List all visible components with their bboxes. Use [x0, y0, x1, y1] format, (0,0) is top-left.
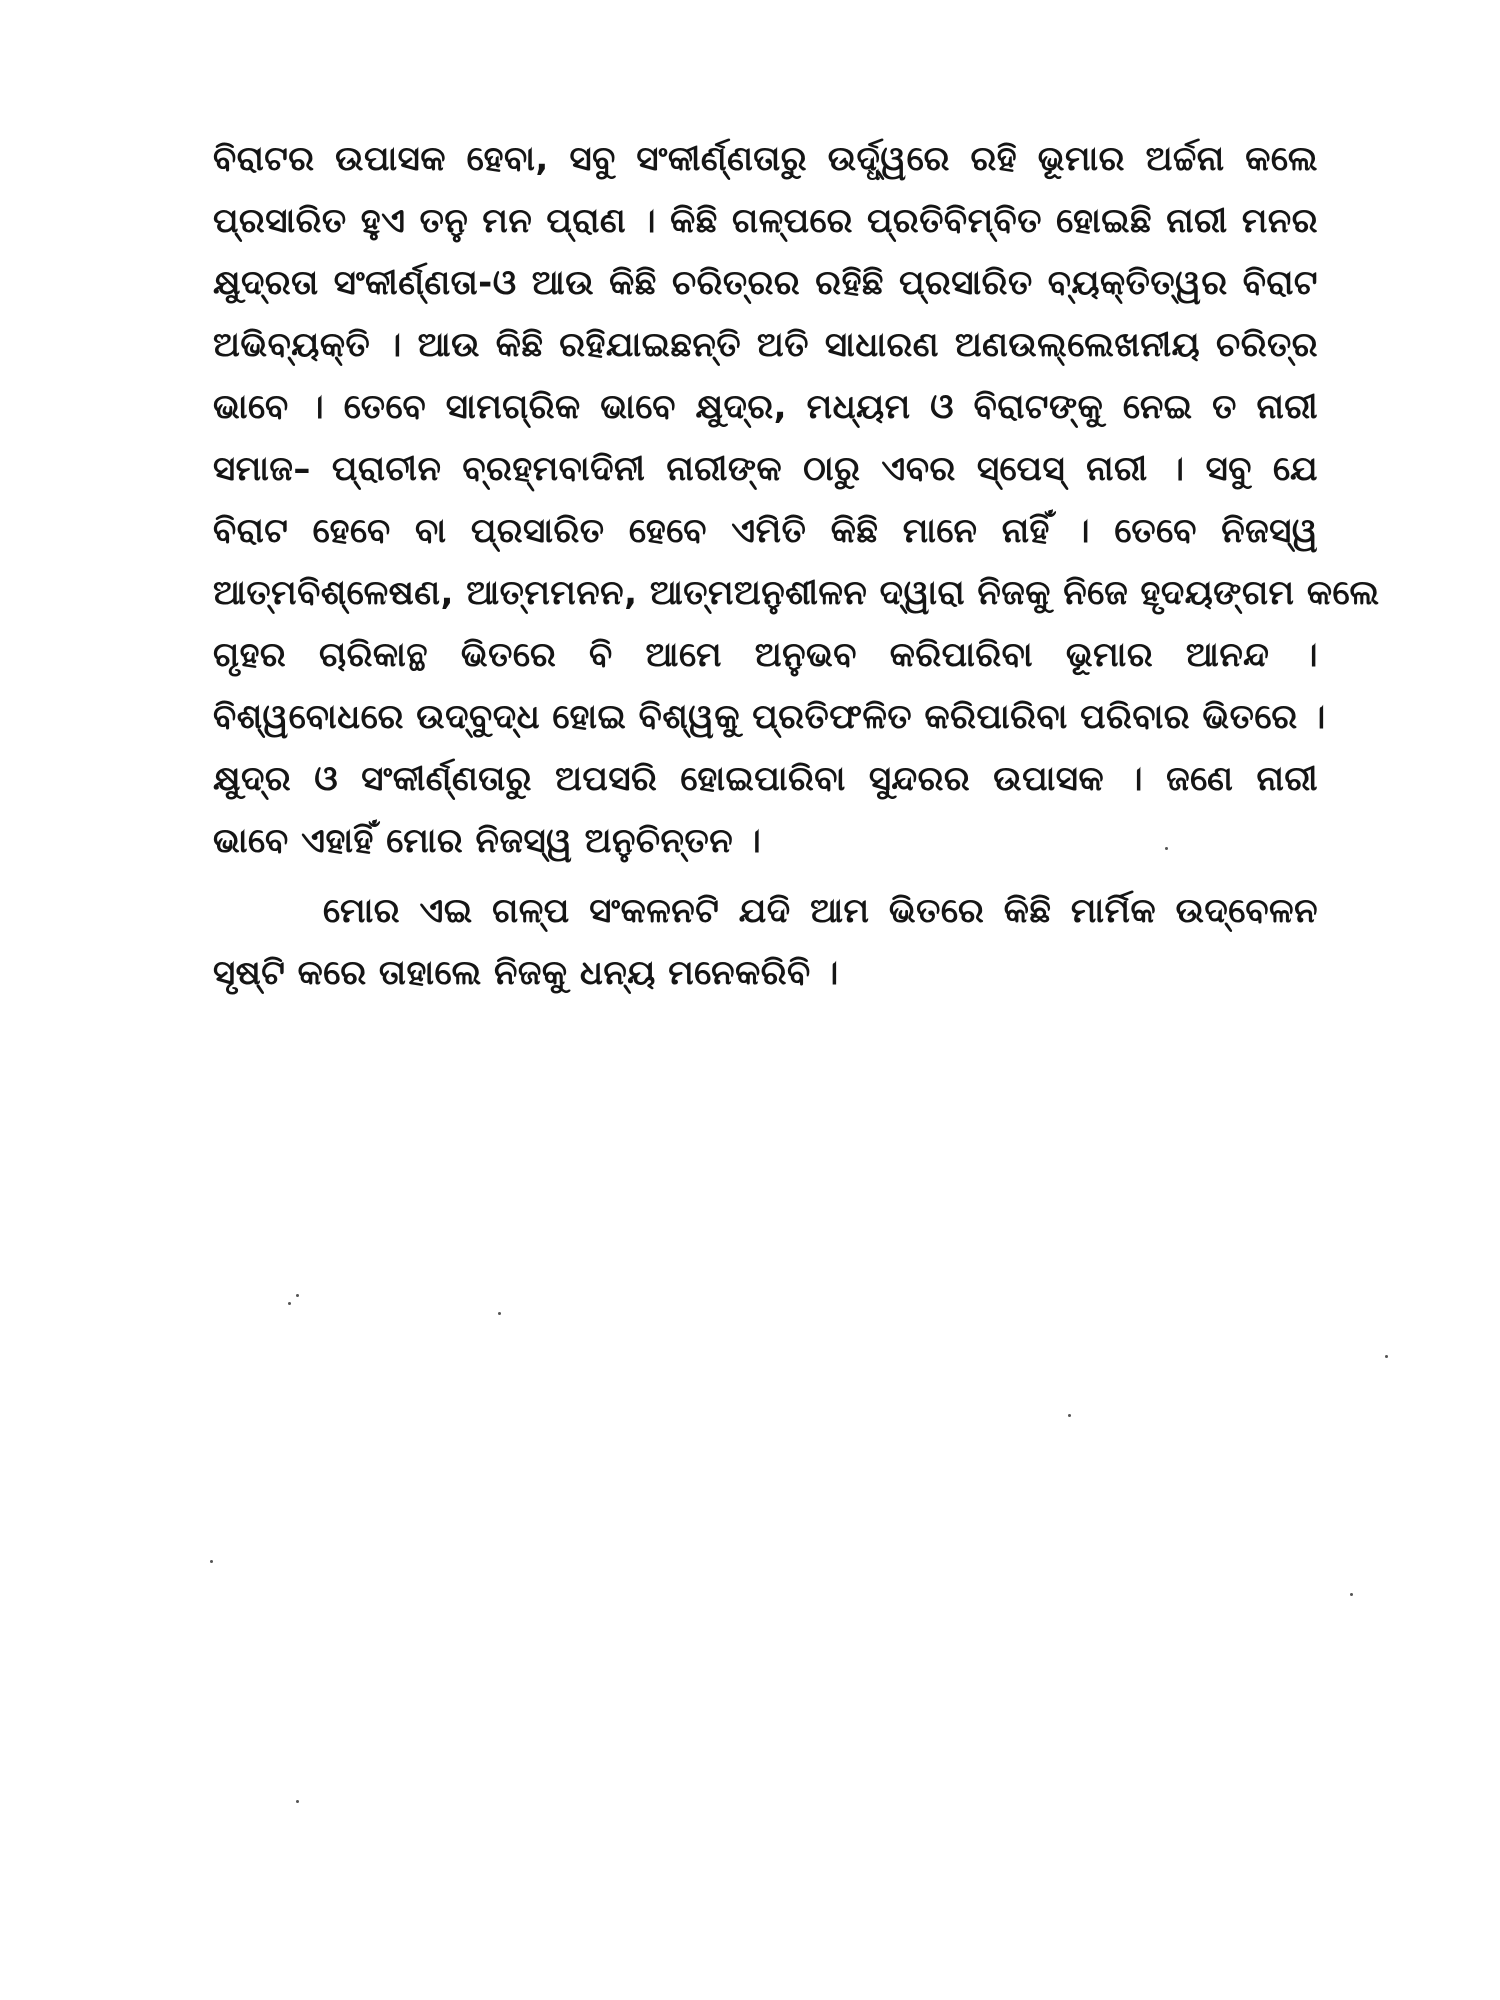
scan-speck [498, 1312, 501, 1315]
text-line: ମୋର ଏଇ ଗଳ୍ପ ସଂକଳନଟି ଯଦି ଆମ ଭିତରେ କିଛି ମାର୍ମିକ ଉଦ୍‌ବେଳନ [323, 891, 1318, 931]
body-text [213, 128, 1380, 1004]
paragraph-2 [213, 880, 1318, 1004]
text-line: ସମାଜ– ପ୍ରାଚୀନ ବ୍ରହ୍ମବାଦିନୀ ନାରୀଙ୍କ ଠାରୁ ଏବର ସ୍ପେସ୍ ନାରୀ । ସବୁ ଯେ [213, 449, 1318, 489]
text-line: ବିଶ୍ୱବୋଧରେ ଉଦ୍‌ବୁଦ୍ଧ ହୋଇ ବିଶ୍ୱକୁ ପ୍ରତିଫଳିତ କରିପାରିବା ପରିବାର ଭିତରେ । [213, 697, 1326, 737]
text-line: ପ୍ରସାରିତ ହୁଏ ତନୁ ମନ ପ୍ରାଣ । କିଛି ଗଳ୍ପରେ ପ୍ରତିବିମ୍ବିତ ହୋଇଛି ନାରୀ ମନର [213, 201, 1318, 241]
text-line: ଗୃହର ଚାରିକାନ୍ଥ ଭିତରେ ବି ଆମେ ଅନୁଭବ କରିପାରିବା ଭୂମାର ଆନନ୍ଦ । [213, 635, 1318, 675]
scan-speck [210, 1560, 213, 1563]
scan-speck [1350, 1593, 1353, 1596]
text-line: ଭାବେ । ତେବେ ସାମଗ୍ରିକ ଭାବେ କ୍ଷୁଦ୍ର, ମଧ୍ୟମ ଓ ବିରାଟଙ୍କୁ ନେଇ ତ ନାରୀ [213, 387, 1318, 427]
text-line: ବିରାଟର ଉପାସକ ହେବା, ସବୁ ସଂକୀର୍ଣ୍ଣତାରୁ ଉର୍ଦ୍ଧ୍ୱରେ ରହି ଭୂମାର ଅର୍ଚ୍ଚନା କଲେ [213, 139, 1318, 179]
text-line: ଆତ୍ମବିଶ୍ଳେଷଣ, ଆତ୍ମମନନ, ଆତ୍ମଅନୁଶୀଳନ ଦ୍ୱାରା ନିଜକୁ ନିଜେ ହୃଦୟଙ୍ଗମ କଲେ [213, 573, 1380, 613]
scan-speck [296, 1294, 299, 1297]
scan-speck [1385, 1355, 1388, 1358]
paragraph-gap [213, 872, 1318, 880]
scan-speck [296, 1800, 299, 1803]
text-line: କ୍ଷୁଦ୍ର ଓ ସଂକୀର୍ଣ୍ଣତାରୁ ଅପସରି ହୋଇପାରିବା ସୁନ୍ଦରର ଉପାସକ । ଜଣେ ନାରୀ [213, 759, 1318, 799]
text-line: ବିରାଟ ହେବେ ବା ପ୍ରସାରିତ ହେବେ ଏମିତି କିଛି ମାନେ ନାହିଁ । ତେବେ ନିଜସ୍ୱ [213, 511, 1318, 551]
scan-speck [1165, 847, 1168, 850]
text-line: ଅଭିବ୍ୟକ୍ତି । ଆଉ କିଛି ରହିଯାଇଛନ୍ତି ଅତି ସାଧାରଣ ଅଣଉଲ୍ଲେଖନୀୟ ଚରିତ୍ର [213, 325, 1318, 365]
scan-speck [1068, 1414, 1071, 1417]
text-line: ଭାବେ ଏହାହିଁ ମୋର ନିଜସ୍ୱ ଅନୁଚିନ୍ତନ । [213, 821, 762, 861]
paragraph-1 [213, 128, 1380, 872]
scan-speck [288, 1302, 291, 1305]
text-line: ସୃଷ୍ଟି କରେ ତାହାଲେ ନିଜକୁ ଧନ୍ୟ ମନେକରିବି । [213, 953, 839, 993]
text-line: କ୍ଷୁଦ୍ରତା ସଂକୀର୍ଣ୍ଣତା-ଓ ଆଉ କିଛି ଚରିତ୍ରର ରହିଛି ପ୍ରସାରିତ ବ୍ୟକ୍ତିତ୍ୱର ବିରାଟ [213, 263, 1318, 303]
